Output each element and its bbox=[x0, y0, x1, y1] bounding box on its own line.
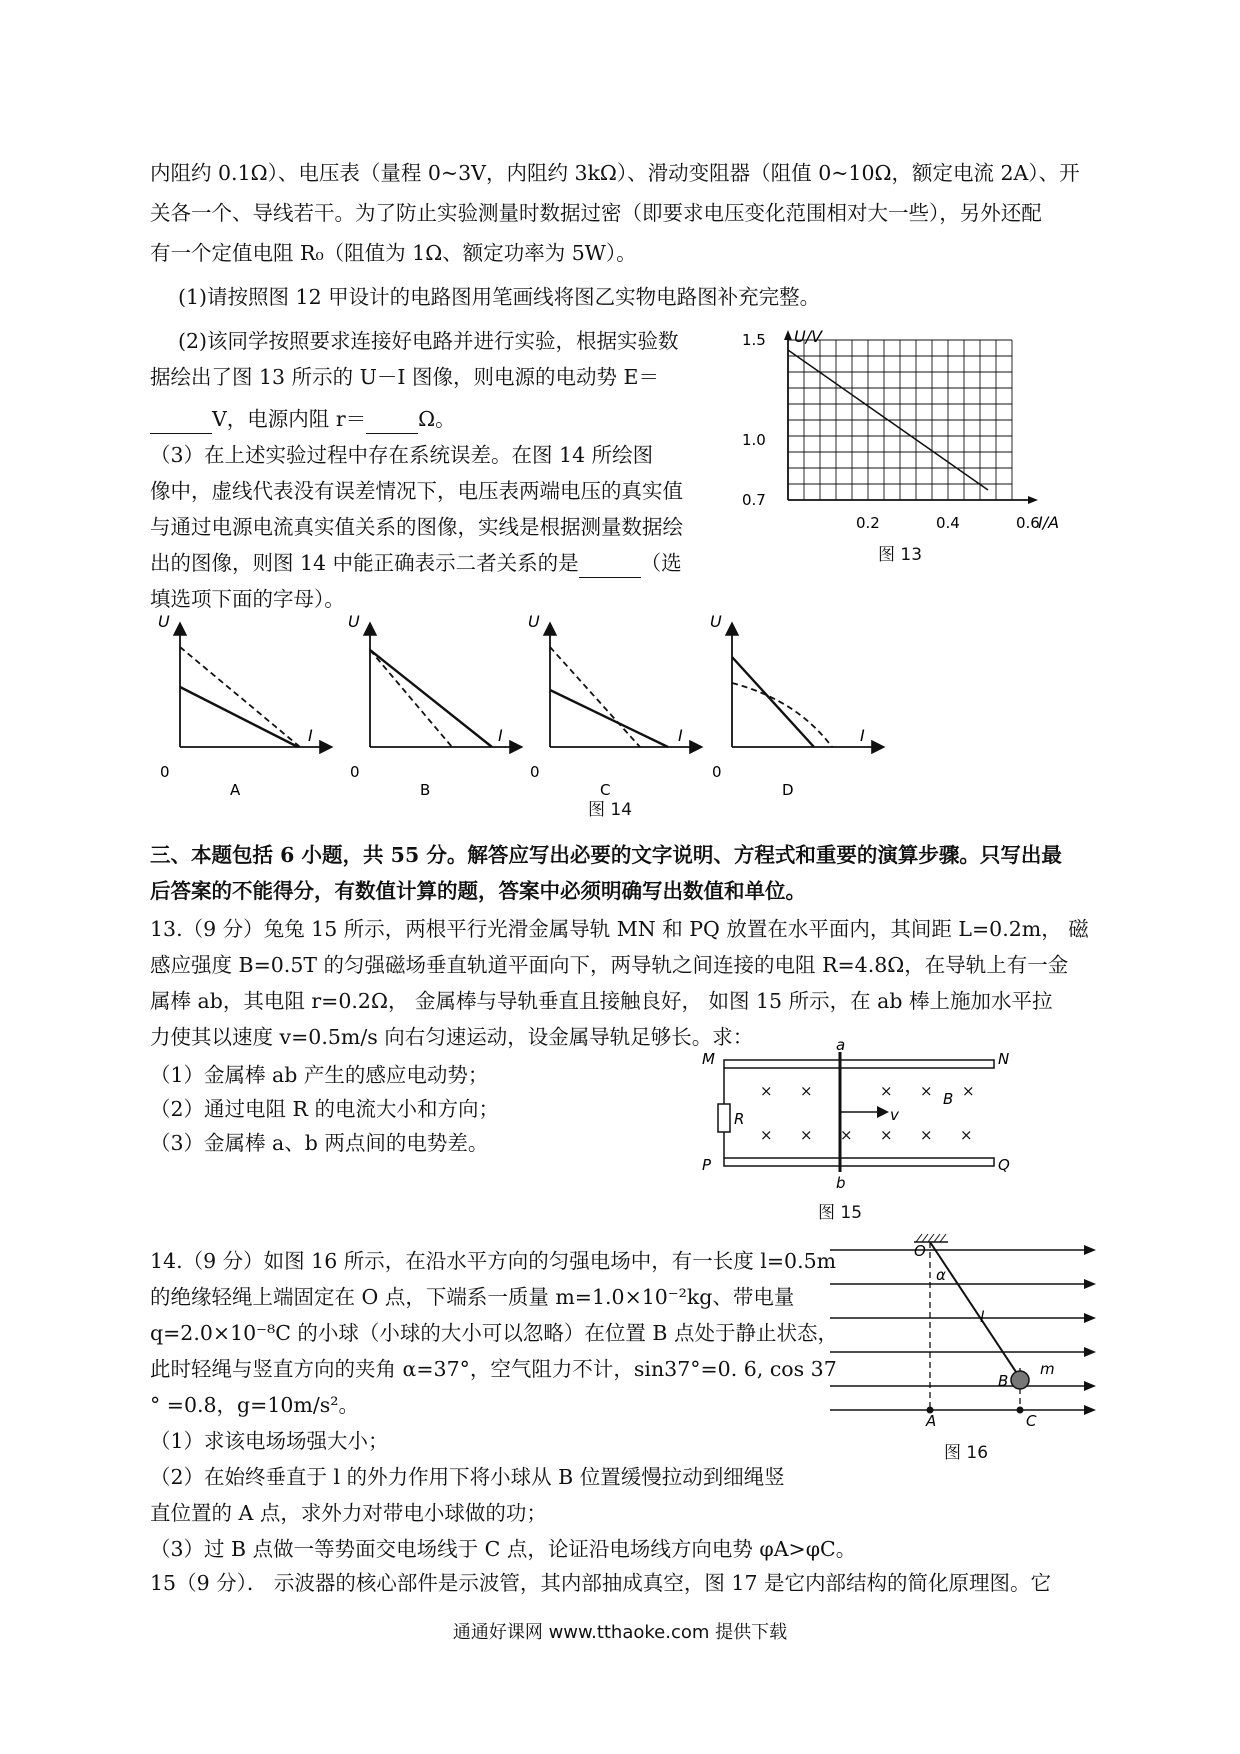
x-tick-label: 0.2 bbox=[856, 514, 880, 532]
field-arrowhead bbox=[1084, 1313, 1096, 1323]
q14-line-2: 的绝缘轻绳上端固定在 O 点，下端系一质量 m=1.0×10⁻²kg、带电量 bbox=[150, 1285, 795, 1309]
figure-16 bbox=[830, 1228, 1100, 1428]
option-c-solid bbox=[550, 690, 668, 747]
q13-line-4: 力使其以速度 v=0.5m/s 向右匀速运动，设金属导轨足够长。求： bbox=[150, 1025, 754, 1049]
resistor-r bbox=[718, 1104, 730, 1132]
label-o: O bbox=[914, 1242, 926, 1260]
figure-13-ylabel: U/V bbox=[794, 327, 823, 346]
q13-line-2: 感应强度 B=0.5T 的匀强磁场垂直轨道平面向下，两导轨之间连接的电阻 R=4.8Ω，在导轨上有一金 bbox=[150, 953, 1069, 977]
figure-13-y-arrow bbox=[784, 330, 792, 340]
figure-14 bbox=[150, 605, 1000, 799]
cross-mark: × bbox=[880, 1126, 893, 1144]
cross-mark: × bbox=[760, 1082, 773, 1100]
field-arrowhead bbox=[1084, 1405, 1096, 1415]
cross-mark: × bbox=[920, 1082, 933, 1100]
cross-mark: × bbox=[920, 1126, 933, 1144]
field-arrowhead bbox=[1084, 1279, 1096, 1289]
ball-m bbox=[1011, 1371, 1029, 1389]
rail-mn bbox=[724, 1060, 994, 1068]
origin-label: 0 bbox=[712, 763, 722, 781]
figure-14-caption: 图 14 bbox=[588, 800, 633, 820]
label-m: M bbox=[702, 1050, 715, 1068]
intro-line-1: 内阻约 0.1Ω）、电压表（量程 0~3V，内阻约 3kΩ）、滑动变阻器（阻值 0~10Ω，额定电流 2A）、开 bbox=[150, 161, 1080, 185]
figure-13-grid bbox=[788, 340, 1012, 500]
cross-mark: × bbox=[962, 1082, 975, 1100]
label-p: P bbox=[702, 1156, 712, 1174]
q12-part1: (1)请按照图 12 甲设计的电路图用笔画线将图乙实物电路图补充完整。 bbox=[178, 285, 821, 309]
cross-mark: × bbox=[800, 1082, 813, 1100]
intro-line-3: 有一个定值电阻 R₀（阻值为 1Ω、额定功率为 5W）。 bbox=[150, 241, 637, 265]
figure-13-caption: 图 13 bbox=[878, 545, 923, 565]
q14-sub-2b: 直位置的 A 点，求外力对带电小球做的功； bbox=[150, 1501, 547, 1525]
q14-sub-3: （3）过 B 点做一等势面交电场线于 C 点，论证沿电场线方向电势 φA>φC。 bbox=[150, 1537, 857, 1561]
q14-sub-2a: （2）在始终垂直于 l 的外力作用下将小球从 B 位置缓慢拉动到细绳竖 bbox=[150, 1465, 785, 1489]
figure-15-caption: 图 15 bbox=[818, 1203, 863, 1223]
figure-13-chart bbox=[740, 320, 1080, 570]
q13-sub-3: （3）金属棒 a、b 两点间的电势差。 bbox=[150, 1131, 489, 1155]
label-b: B bbox=[998, 1372, 1009, 1390]
q13-line-1: 13.（9 分）兔兔 15 所示，两根平行光滑金属导轨 MN 和 PQ 放置在水平面内，其间距 L=0.2m， 磁 bbox=[150, 917, 1089, 941]
q12-part2-line1: (2)该同学按照要求连接好电路并进行实验，根据实验数 bbox=[178, 329, 679, 353]
option-label: B bbox=[420, 781, 431, 799]
option-label: A bbox=[230, 781, 241, 799]
label-l: l bbox=[980, 1308, 985, 1326]
axis-i-label: I bbox=[860, 726, 865, 745]
answer-blank-e[interactable] bbox=[150, 411, 212, 434]
label-c: C bbox=[1026, 1412, 1037, 1430]
y-tick-label: 1.0 bbox=[742, 431, 766, 449]
option-b-solid bbox=[370, 650, 492, 747]
q14-sub-1: （1）求该电场场强大小； bbox=[150, 1429, 389, 1453]
field-arrowhead bbox=[1084, 1347, 1096, 1357]
field-arrowhead bbox=[1084, 1245, 1096, 1255]
point-c bbox=[1017, 1407, 1024, 1414]
field-arrowhead bbox=[1084, 1381, 1096, 1391]
label-v: v bbox=[890, 1106, 899, 1124]
figure-13-tick-labels bbox=[742, 331, 1040, 532]
option-d-solid bbox=[732, 657, 814, 747]
electric-field-lines bbox=[830, 1245, 1096, 1415]
cross-mark: × bbox=[880, 1082, 893, 1100]
option-b-dashed bbox=[370, 650, 452, 747]
q14-line-4: 此时轻绳与竖直方向的夹角 α=37°，空气阻力不计，sin37°=0. 6, cos 37 bbox=[150, 1357, 837, 1381]
figure-13-x-arrow bbox=[1028, 496, 1038, 504]
axis-i-label: I bbox=[308, 726, 313, 745]
q12-part3-line5: 填选项下面的字母）。 bbox=[150, 587, 345, 611]
q12-part3-line3: 与通过电源电流真实值关系的图像，实线是根据测量数据绘 bbox=[150, 515, 683, 539]
q15-line-1: 15（9 分）． 示波器的核心部件是示波管，其内部抽成真空，图 17 是它内部结构的简化原理图。它 bbox=[150, 1571, 1052, 1595]
section-3-line-2: 后答案的不能得分，有数值计算的题，答案中必须明确写出数值和单位。 bbox=[150, 879, 806, 903]
cross-mark: × bbox=[960, 1126, 973, 1144]
q14-line-3: q=2.0×10⁻⁸C 的小球（小球的大小可以忽略）在位置 B 点处于静止状态， bbox=[150, 1321, 838, 1345]
axis-u-label: U bbox=[348, 612, 360, 631]
q14-line-5: ° =0.8，g=10m/s²。 bbox=[150, 1393, 360, 1417]
y-tick-label: 1.5 bbox=[742, 331, 766, 349]
cross-mark: × bbox=[760, 1126, 773, 1144]
q12-part3-line4: 出的图像，则图 14 中能正确表示二者关系的是 （选 bbox=[150, 548, 682, 578]
origin-label: 0 bbox=[350, 763, 360, 781]
string-l bbox=[930, 1242, 1020, 1378]
q12-part3-line2: 像中，虚线代表没有误差情况下，电压表两端电压的真实值 bbox=[150, 479, 683, 503]
label-a: A bbox=[926, 1412, 937, 1430]
label-m: m bbox=[1040, 1360, 1055, 1378]
intro-line-2: 关各一个、导线若干。为了防止实验测量时数据过密（即要求电压变化范围相对大一些），另外还配 bbox=[150, 201, 1042, 225]
label-q: Q bbox=[998, 1156, 1010, 1174]
axis-u-label: U bbox=[528, 612, 540, 631]
rail-pq bbox=[724, 1158, 994, 1166]
y-tick-label: 0.7 bbox=[742, 491, 766, 509]
q13-sub-2: （2）通过电阻 R 的电流大小和方向； bbox=[150, 1097, 500, 1121]
option-label: C bbox=[600, 781, 611, 799]
label-n: N bbox=[998, 1050, 1010, 1068]
figure-16-caption: 图 16 bbox=[944, 1443, 989, 1463]
label-alpha: α bbox=[936, 1266, 946, 1284]
figure-15 bbox=[700, 1036, 1030, 1192]
q12-part2-line3: V，电源内阻 r＝ Ω。 bbox=[150, 404, 456, 434]
cross-mark: × bbox=[800, 1126, 813, 1144]
q13-line-3: 属棒 ab，其电阻 r=0.2Ω， 金属棒与导轨垂直且接触良好， 如图 15 所示，在 ab 棒上施加水平拉 bbox=[150, 989, 1053, 1013]
label-a: a bbox=[836, 1036, 846, 1054]
answer-blank-choice[interactable] bbox=[579, 555, 641, 578]
option-a-solid bbox=[180, 687, 298, 747]
axis-i-label: I bbox=[498, 726, 503, 745]
label-field-b: B bbox=[943, 1090, 954, 1108]
axis-u-label: U bbox=[158, 612, 170, 631]
answer-blank-r[interactable] bbox=[366, 411, 418, 434]
option-label: D bbox=[782, 781, 794, 799]
origin-label: 0 bbox=[530, 763, 540, 781]
origin-label: 0 bbox=[160, 763, 170, 781]
q13-sub-1: （1）金属棒 ab 产生的感应电动势； bbox=[150, 1063, 489, 1087]
figure-13-xlabel: I/A bbox=[1038, 513, 1060, 532]
label-b: b bbox=[836, 1174, 846, 1192]
x-tick-label: 0.6 bbox=[1016, 514, 1040, 532]
axis-i-label: I bbox=[678, 726, 683, 745]
q14-line-1: 14.（9 分）如图 16 所示，在沿水平方向的匀强电场中，有一长度 l=0.5m bbox=[150, 1249, 837, 1273]
option-d-dashed bbox=[732, 683, 832, 747]
axis-u-label: U bbox=[710, 612, 722, 631]
label-r: R bbox=[734, 1110, 745, 1128]
q12-part2-line2: 据绘出了图 13 所示的 U－I 图像，则电源的电动势 E＝ bbox=[150, 365, 660, 389]
cross-mark: × bbox=[840, 1126, 853, 1144]
section-3-line-1: 三、本题包括 6 小题，共 55 分。解答应写出必要的文字说明、方程式和重要的演算步骤。只写出最 bbox=[150, 843, 1062, 867]
page-footer: 通通好课网 www.tthaoke.com 提供下载 bbox=[452, 1622, 788, 1643]
q12-part3-line1: （3）在上述实验过程中存在系统误差。在图 14 所绘图 bbox=[150, 443, 654, 467]
x-tick-label: 0.4 bbox=[936, 514, 960, 532]
